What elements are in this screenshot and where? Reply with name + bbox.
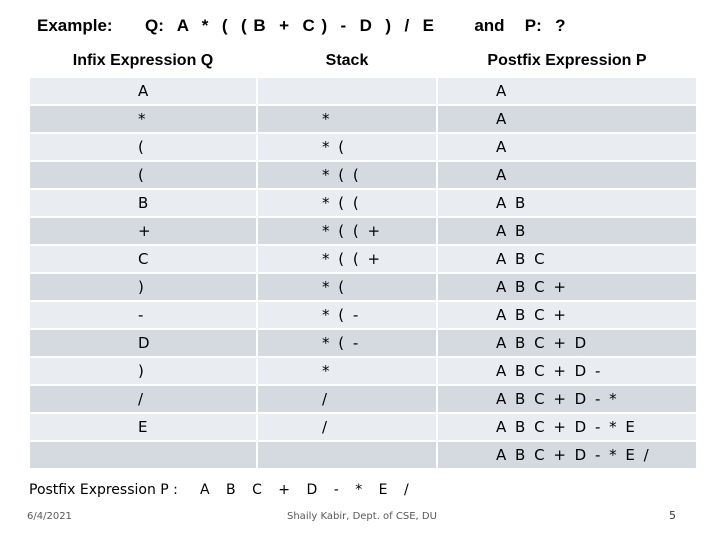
postfix-cell: A B C + [438,302,696,330]
stack-cell: / [258,386,438,414]
table-row [30,414,696,442]
table-row [30,134,696,162]
postfix-cell: A [438,106,696,134]
footer-author: Shaily Kabir, Dept. of CSE, DU [287,511,437,522]
stack-cell: * ( ( [258,162,438,190]
stack-cell: * [258,358,438,386]
example-label: Example: [37,16,113,35]
table-row [30,190,696,218]
postfix-cell: A B C + D [438,330,696,358]
infix-cell: A [30,78,258,106]
postfix-cell: A B [438,218,696,246]
table-row [30,386,696,414]
infix-cell: C [30,246,258,274]
header-stack: Stack [258,46,438,78]
question-text: Q: A * ( ( B + C ) - D ) / E and P: ? [145,16,566,35]
table-row [30,246,696,274]
postfix-cell: A B C + D - * E / [438,442,696,470]
final-postfix-value: A B C + D - * E / [200,482,409,498]
postfix-cell: A B C + D - * [438,386,696,414]
stack-cell: * ( ( + [258,246,438,274]
final-postfix-label: Postfix Expression P : [29,482,178,498]
infix-cell: + [30,218,258,246]
stack-cell: * [258,106,438,134]
stack-cell: * ( ( [258,190,438,218]
header-infix: Infix Expression Q [30,46,258,78]
table-row [30,218,696,246]
infix-cell: D [30,330,258,358]
infix-cell: E [30,414,258,442]
stack-cell: * ( ( + [258,218,438,246]
postfix-cell: A B [438,190,696,218]
table-row [30,274,696,302]
stack-cell: * ( [258,134,438,162]
postfix-cell: A B C [438,246,696,274]
infix-cell: ) [30,274,258,302]
infix-cell: ( [30,162,258,190]
infix-cell: B [30,190,258,218]
stack-cell: * ( - [258,330,438,358]
stack-cell [258,78,438,106]
table-header-row [30,46,696,78]
infix-cell: / [30,386,258,414]
infix-cell: ( [30,134,258,162]
table-row [30,358,696,386]
table-row [30,302,696,330]
postfix-cell: A B C + D - * E [438,414,696,442]
stack-cell: / [258,414,438,442]
infix-cell: ) [30,358,258,386]
postfix-cell: A B C + [438,274,696,302]
conversion-trace-table [30,46,696,470]
infix-cell: * [30,106,258,134]
postfix-cell: A [438,162,696,190]
stack-cell: * ( [258,274,438,302]
stack-cell: * ( - [258,302,438,330]
postfix-cell: A [438,134,696,162]
stack-cell [258,442,438,470]
table-row [30,330,696,358]
table-row [30,162,696,190]
infix-cell: - [30,302,258,330]
header-postfix: Postfix Expression P [438,46,696,78]
postfix-cell: A B C + D - [438,358,696,386]
postfix-cell: A [438,78,696,106]
table-row [30,106,696,134]
infix-cell [30,442,258,470]
page-number: 5 [669,509,676,522]
footer-date: 6/4/2021 [27,511,72,522]
table-row [30,442,696,470]
table-row [30,78,696,106]
